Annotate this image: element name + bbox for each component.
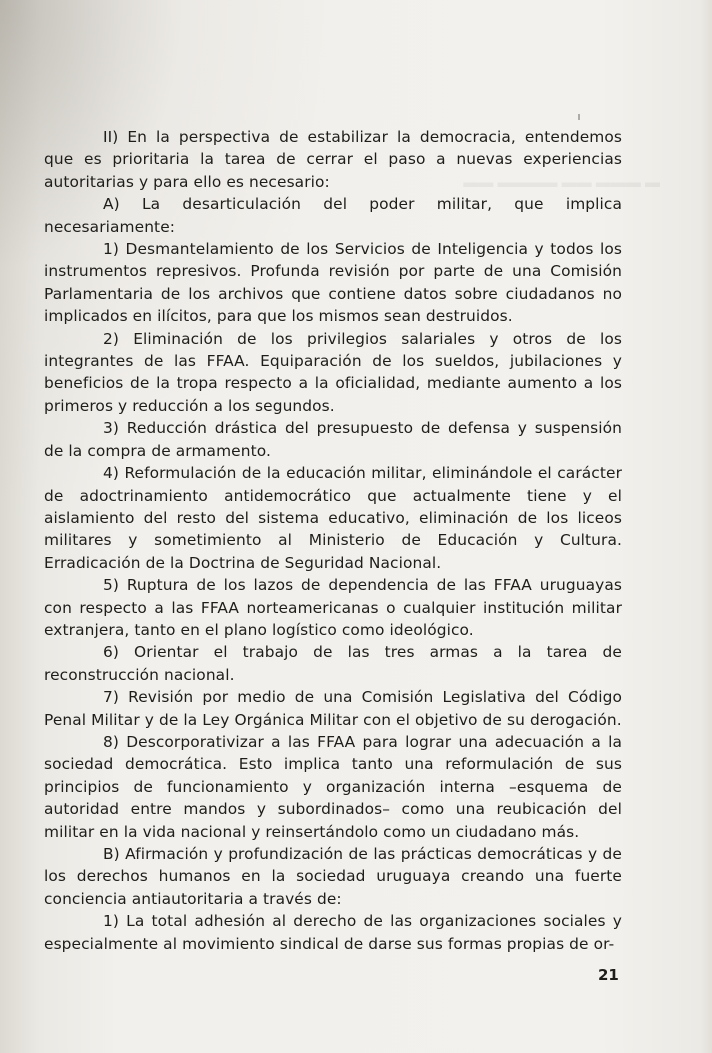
paragraph-a-item-7: 7) Revisión por medio de una Comisión Legislativa del Código Penal Militar y de la Ley Orgánica Militar con el objetivo de su derogación. bbox=[44, 688, 622, 729]
paragraph-a-item-1: 1) Desmantelamiento de los Servicios de Inteligencia y todos los instrumentos represivos. Profunda revisión por parte de una Comisión Parlamentaria de los archivos que contiene datos sobre ciudadanos no implicados en ilícitos, para que los mismos sean destruidos. bbox=[44, 240, 622, 326]
paragraph-a-item-4: 4) Reformulación de la educación militar, eliminándole el carácter de adoctrinamiento antidemocrático que actualmente tiene y el aislamiento del resto del sistema educativo, eliminación de los liceos militares y sometimiento al Ministerio de Educación y Cultura. Erradicación de la Doctrina de Seguridad Nacional. bbox=[44, 464, 622, 572]
body-text bbox=[44, 126, 622, 955]
page-number: 21 bbox=[598, 966, 619, 984]
ink-mark bbox=[578, 114, 580, 120]
paragraph-intro: II) En la perspectiva de estabilizar la democracia, entendemos que es prioritaria la tarea de cerrar el paso a nuevas experiencias autoritarias y para ello es necesario: bbox=[44, 128, 622, 191]
paragraph-section-a: A) La desarticulación del poder militar, que implica necesariamente: bbox=[44, 195, 622, 236]
paragraph-a-item-8: 8) Descorporativizar a las FFAA para lograr una adecuación a la sociedad democrática. Esto implica tanto una reformulación de sus principios de funcionamiento y organización interna –esquema de autoridad entre mandos y subordinados– como una reubicación del militar en la vida nacional y reinsertándolo como un ciudadano más. bbox=[44, 732, 622, 841]
paragraph-section-b: B) Afirmación y profundización de las prácticas democráticas y de los derechos humanos en la sociedad uruguaya creando una fuerte conciencia antiautoritaria a través de: bbox=[44, 845, 622, 908]
show-through-texture: ▬ ▬▬▬ ▬▬ ▬▬▬▬ ▬▬ bbox=[463, 174, 660, 191]
paragraph-a-item-2: 2) Eliminación de los privilegios salariales y otros de los integrantes de las FFAA. Equiparación de los sueldos, jubilaciones y beneficios de la tropa respecto a la oficialidad, mediante aumento a los primeros y reducción a los segundos. bbox=[44, 329, 622, 415]
paragraph-b-item-1: 1) La total adhesión al derecho de las organizaciones sociales y especialmente al movimiento sindical de darse sus formas propias de or- bbox=[44, 912, 622, 953]
paragraph-a-item-5: 5) Ruptura de los lazos de dependencia de las FFAA uruguayas con respecto a las FFAA norteamericanas o cualquier institución militar extranjera, tanto en el plano logístico como ideológico. bbox=[44, 576, 622, 639]
paragraph-a-item-3: 3) Reducción drástica del presupuesto de defensa y suspensión de la compra de armamento. bbox=[44, 419, 622, 460]
paragraph-a-item-6: 6) Orientar el trabajo de las tres armas a la tarea de reconstrucción nacional. bbox=[44, 643, 622, 684]
